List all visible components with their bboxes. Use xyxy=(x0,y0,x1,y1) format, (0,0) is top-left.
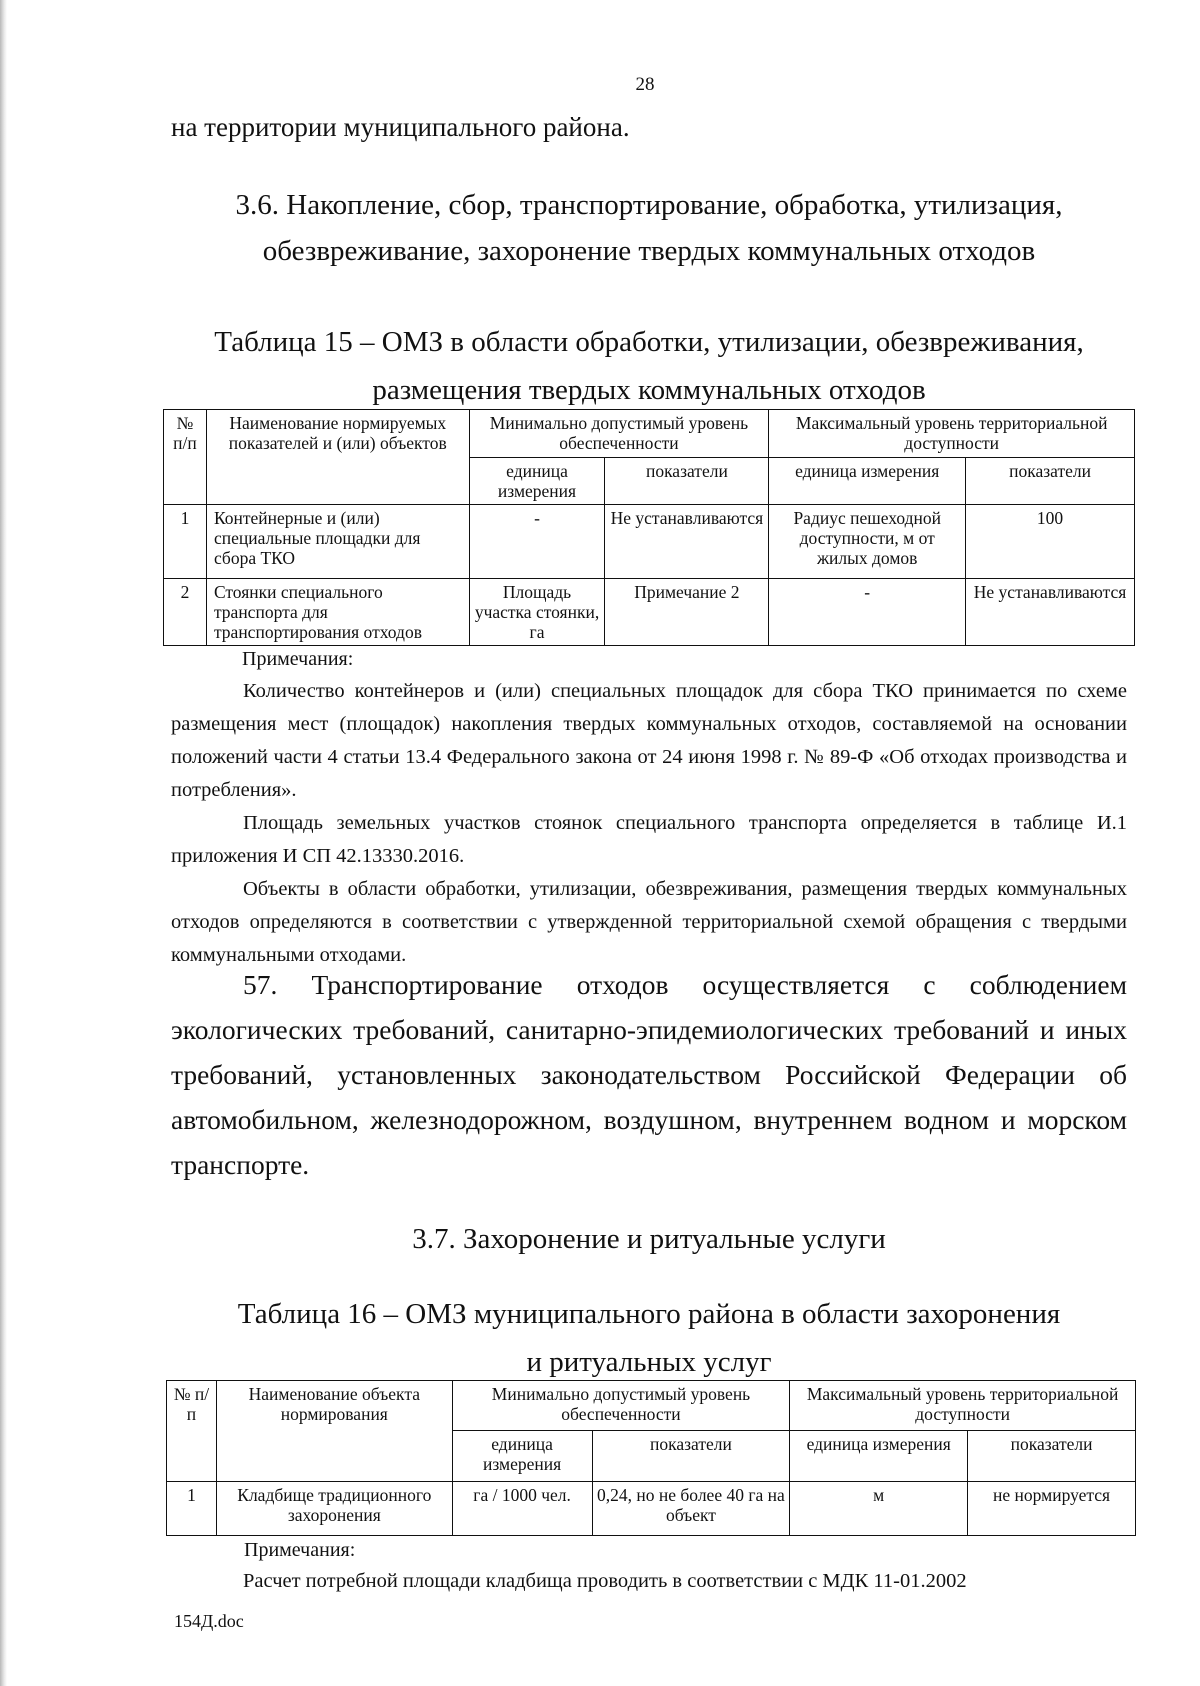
cell-max-value: Не устанавливаются xyxy=(966,579,1135,646)
table-15-caption-line2: размещения твердых коммунальных отходов xyxy=(372,374,926,406)
table-16-notes-label: Примечания: xyxy=(244,1539,356,1561)
cell-max-value: 100 xyxy=(966,505,1135,579)
header-cell-min-value: показатели xyxy=(605,458,769,505)
cell-name: Стоянки специального транспорта для транспортирования отходов xyxy=(206,579,469,646)
note-paragraph: Расчет потребной площади кладбища проводить в соответствии с МДК 11-01.2002 xyxy=(243,1570,967,1592)
table-16 xyxy=(166,1380,1136,1536)
section-heading-3-6 xyxy=(171,182,1127,274)
header-cell-max-level: Максимальный уровень территориальной доступности xyxy=(790,1381,1136,1431)
cell-number: 1 xyxy=(167,1482,217,1536)
cell-min-unit: - xyxy=(469,505,605,579)
header-cell-max-value: показатели xyxy=(968,1431,1136,1482)
cell-number: 1 xyxy=(164,505,207,579)
table-16-caption-line1: Таблица 16 – ОМЗ муниципального района в области захоронения xyxy=(237,1298,1061,1330)
section-heading-3-6-line2: обезвреживание, захоронение твердых коммунальных отходов xyxy=(262,235,1036,267)
cell-min-unit: га / 1000 чел. xyxy=(452,1482,592,1536)
table-15 xyxy=(163,409,1135,646)
header-cell-max-level: Максимальный уровень территориальной доступности xyxy=(769,410,1135,458)
header-cell-min-value: показатели xyxy=(592,1431,790,1482)
page-number: 28 xyxy=(635,74,655,95)
header-cell-min-unit: единица измерения xyxy=(469,458,605,505)
cell-number: 2 xyxy=(164,579,207,646)
cell-max-unit: Радиус пешеходной доступности, м от жилых домов xyxy=(769,505,966,579)
section-heading-3-6-line1: 3.6. Накопление, сбор, транспортирование, обработка, утилизация, xyxy=(235,189,1063,221)
cell-min-unit: Площадь участка стоянки, га xyxy=(469,579,605,646)
header-cell-min-level: Минимально допустимый уровень обеспеченности xyxy=(469,410,769,458)
table-16-caption xyxy=(171,1290,1127,1386)
header-cell-max-unit: единица измерения xyxy=(790,1431,968,1482)
header-cell-name: Наименование объекта нормирования xyxy=(216,1381,452,1482)
table-15-caption xyxy=(171,318,1127,414)
cell-min-value: Не устанавливаются xyxy=(605,505,769,579)
table-15-caption-line1: Таблица 15 – ОМЗ в области обработки, утилизации, обезвреживания, xyxy=(214,326,1084,358)
note-paragraph: Объекты в области обработки, утилизации, обезвреживания, размещения твердых коммунальных отходов определяются в соответствии с утвержденной территориальной схемой обращения с твердыми коммунальными отходами. xyxy=(171,878,1127,966)
cell-min-value: 0,24, но не более 40 га на объект xyxy=(592,1482,790,1536)
section-heading-3-7: 3.7. Захоронение и ритуальные услуги xyxy=(412,1223,886,1255)
header-cell-min-level: Минимально допустимый уровень обеспеченности xyxy=(452,1381,790,1431)
header-cell-number: № п/п xyxy=(167,1381,217,1482)
table-row xyxy=(164,505,1135,579)
table-header-row xyxy=(167,1381,1136,1431)
cell-min-value: Примечание 2 xyxy=(605,579,769,646)
table-16-caption-line2: и ритуальных услуг xyxy=(526,1346,772,1378)
footer-filename: 154Д.doc xyxy=(174,1611,244,1631)
table-15-notes-label: Примечания: xyxy=(242,648,354,670)
note-paragraph: Количество контейнеров и (или) специальных площадок для сбора ТКО принимается по схеме размещения мест (площадок) накопления твердых коммунальных отходов, составляемой на основании положений части 4 статьи 13.4 Федерального закона от 24 июня 1998 г. № 89-Ф «Об отходах производства и потребления». xyxy=(171,680,1127,801)
header-cell-min-unit: единица измерения xyxy=(452,1431,592,1482)
cell-max-unit: - xyxy=(769,579,966,646)
intro-line: на территории муниципального района. xyxy=(171,112,630,142)
header-cell-max-value: показатели xyxy=(966,458,1135,505)
table-row xyxy=(167,1482,1136,1536)
cell-max-value: не нормируется xyxy=(968,1482,1136,1536)
table-row xyxy=(164,579,1135,646)
header-cell-name: Наименование нормируемых показателей и (или) объектов xyxy=(206,410,469,505)
header-cell-number: № п/п xyxy=(164,410,207,505)
scan-edge-shadow xyxy=(0,0,7,1686)
cell-max-unit: м xyxy=(790,1482,968,1536)
note-paragraph: Площадь земельных участков стоянок специального транспорта определяется в таблице И.1 приложения И СП 42.13330.2016. xyxy=(171,812,1127,867)
cell-name: Кладбище традиционного захоронения xyxy=(216,1482,452,1536)
clause-57: 57. Транспортирование отходов осуществляется с соблюдением экологических требований, санитарно-эпидемиологических требований и иных требований, установленных законодательством Российской Федерации об автомобильном, железнодорожном, воздушном, внутреннем водном и морском транспорте. xyxy=(171,969,1127,1180)
cell-name: Контейнерные и (или) специальные площадки для сбора ТКО xyxy=(206,505,469,579)
header-cell-max-unit: единица измерения xyxy=(769,458,966,505)
table-header-row xyxy=(164,410,1135,458)
